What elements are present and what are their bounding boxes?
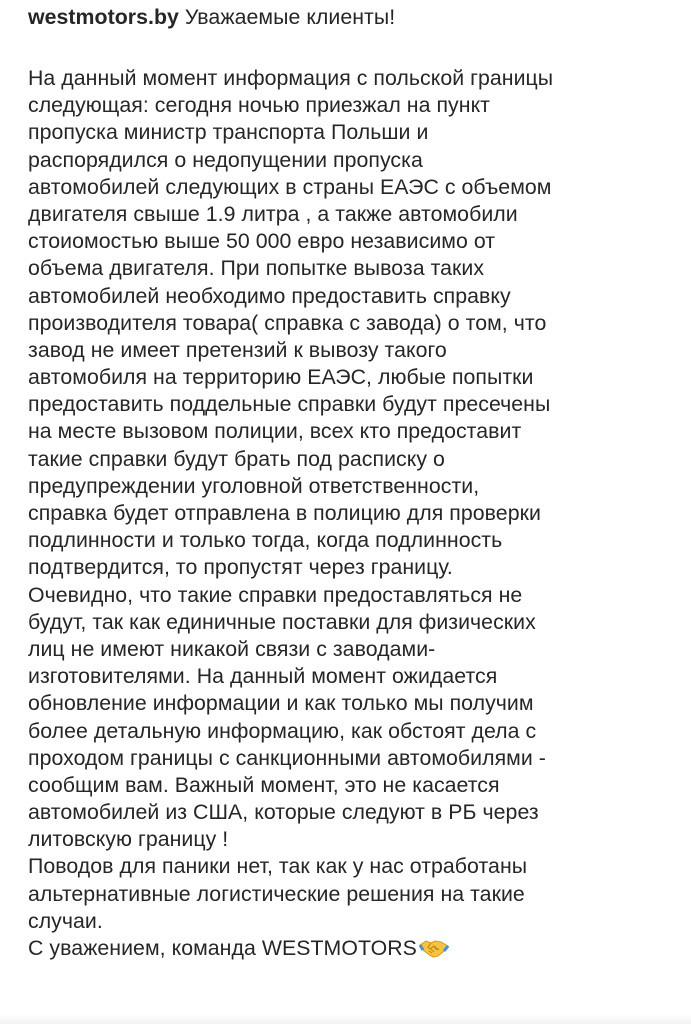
greeting-text: Уважаемые клиенты!	[184, 5, 396, 29]
post-caption	[28, 4, 678, 962]
caption-line: изготовителями. На данный момент ожидается	[28, 664, 498, 689]
caption-line: автомобиля на территорию ЕАЭС, любые попытки	[28, 365, 534, 390]
caption-line: на месте вызовом полиции, всех кто предоставит	[28, 419, 522, 444]
caption-line: предоставить поддельные справки будут пресечены	[28, 392, 551, 417]
caption-line: На данный момент информация с польской границы	[28, 66, 554, 90]
caption-line: сообщим вам. Важный момент, это не касается	[28, 772, 500, 797]
caption-line: Очевидно, что такие справки предоставляться не	[28, 582, 523, 607]
caption-line: случаи.	[28, 908, 103, 933]
caption-header	[28, 4, 678, 32]
caption-line: автомобилей из США, которые следуют в РБ через	[28, 800, 539, 825]
username-link[interactable]: westmotors.by	[28, 5, 179, 29]
signature-line	[28, 935, 678, 962]
caption-line: лиц не имеют никакой связи с заводами-	[28, 636, 436, 661]
signature-text: С уважением, команда WESTMOTORS	[28, 936, 417, 960]
caption-line: автомобилей следующих в страны ЕАЭС с объемом	[28, 174, 552, 199]
handshake-icon	[419, 936, 449, 965]
caption-line: подтвердится, то пропустят через границу.	[28, 555, 453, 580]
caption-line: обновление информации и как только мы получим	[28, 691, 534, 716]
caption-body	[28, 65, 678, 935]
caption-line: альтернативные логистические решения на такие	[28, 881, 525, 906]
caption-line: двигателя свыше 1.9 литра , а также автомобили	[28, 201, 518, 226]
caption-line: более детальную информацию, как обстоят дела с	[28, 718, 537, 743]
caption-line: автомобилей необходимо предоставить справку	[28, 283, 511, 308]
caption-line: такие справки будут брать под расписку о	[28, 446, 445, 471]
caption-line: объема двигателя. При попытке вывоза таких	[28, 256, 485, 281]
caption-line: справка будет отправлена в полицию для проверки	[28, 501, 541, 525]
caption-line: пропуска министр транспорта Польши и	[28, 120, 429, 145]
caption-line: производителя товара( справка с завода) о том, что	[28, 310, 547, 335]
caption-line: Поводов для паники нет, так как у нас отработаны	[28, 854, 528, 879]
caption-line: предупреждении уголовной ответственности,	[28, 473, 480, 498]
caption-line: подлинности и только тогда, когда подлинность	[28, 528, 503, 553]
caption-line: стоиомостью выше 50 000 евро независимо от	[28, 229, 496, 254]
caption-line: будут, так как единичные поставки для физических	[28, 609, 536, 634]
caption-line: завод не имеет претензий к вывозу такого	[28, 337, 447, 362]
caption-line: литовскую границу !	[28, 827, 229, 852]
caption-line: проходом границы с санкционными автомобилями -	[28, 745, 546, 770]
caption-line: следующая: сегодня ночью приезжал на пункт	[28, 93, 490, 118]
bottom-divider	[0, 1014, 691, 1024]
caption-line: распорядился о недопущении пропуска	[28, 147, 423, 172]
